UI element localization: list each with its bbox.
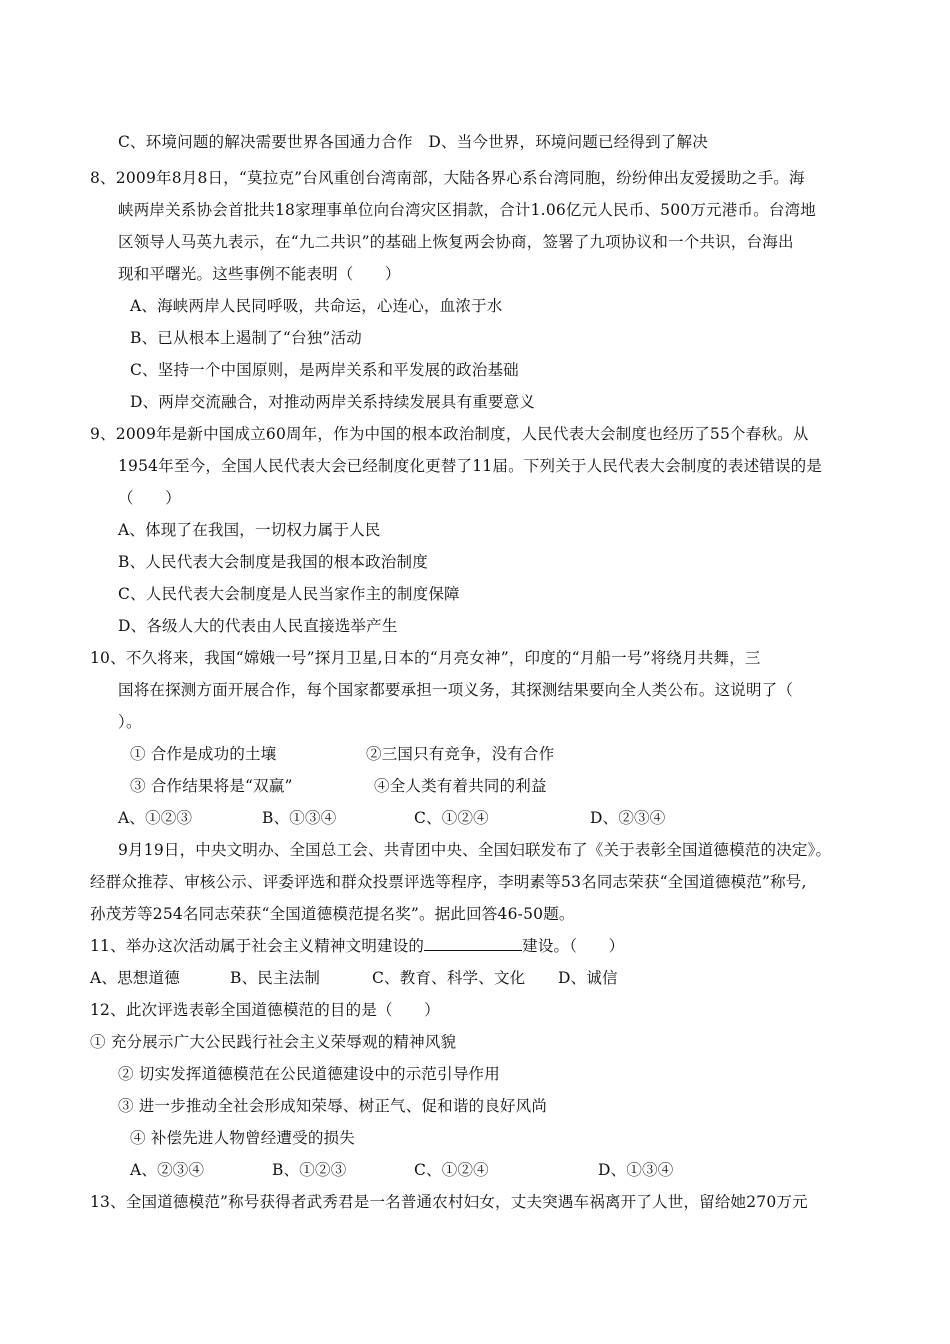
q12-statement-3: ③ 进一步推动全社会形成知荣辱、树正气、促和谐的良好风尚 [118, 1097, 548, 1115]
q11-option-c: C、教育、科学、文化 [372, 969, 526, 987]
q8-option-d: D、两岸交流融合，对推动两岸关系持续发展具有重要意义 [130, 393, 536, 411]
q8-stem-line-4: 现和平曙光。这些事例不能表明（ ） [118, 265, 401, 283]
q8-option-b: B、已从根本上遏制了“台独”活动 [130, 329, 362, 347]
q10-statement-4: ④全人类有着共同的利益 [374, 777, 547, 795]
q10-option-b: B、①③④ [262, 809, 337, 827]
q10-statement-1: ① 合作是成功的土壤 [130, 745, 277, 763]
q10-stem-line-3: ）。 [118, 713, 142, 731]
q13-stem-line-1: 13、全国道德模范”称号获得者武秀君是一名普通农村妇女，丈夫突遇车祸离开了人世，留给她270万元 [90, 1193, 808, 1211]
q12-option-b: B、①②③ [272, 1161, 347, 1179]
q10-statement-3: ③ 合作结果将是“双赢” [130, 777, 293, 795]
q12-option-d: D、①③④ [598, 1161, 674, 1179]
q12-option-a: A、②③④ [130, 1161, 205, 1179]
q10-option-d: D、②③④ [590, 809, 666, 827]
answer-blank [424, 936, 522, 951]
q8-option-a: A、海峡两岸人民同呼吸，共命运，心连心，血浓于水 [130, 297, 503, 315]
q9-option-c: C、人民代表大会制度是人民当家作主的制度保障 [118, 585, 460, 603]
q8-option-c: C、坚持一个中国原则，是两岸关系和平发展的政治基础 [130, 361, 519, 379]
q10-stem-line-2: 国将在探测方面开展合作，每个国家都要承担一项义务，其探测结果要向全人类公布。这说明了（ [118, 681, 794, 699]
q12-statement-4: ④ 补偿先进人物曾经遭受的损失 [130, 1129, 355, 1147]
q8-stem-line-2: 峡两岸关系协会首批共18家理事单位向台湾灾区捐款，合计1.06亿元人民币、500万元港币。台湾地 [118, 201, 816, 219]
q12-statement-1: ① 充分展示广大公民践行社会主义荣辱观的精神风貌 [90, 1033, 457, 1051]
q10-stem-line-1: 10、不久将来，我国“嫦娥一号”探月卫星,日本的“月亮女神”，印度的“月船一号”将绕月共舞，三 [90, 649, 761, 667]
q9-option-a: A、体现了在我国，一切权力属于人民 [118, 521, 381, 539]
q11-stem [90, 935, 624, 957]
q7-option-c-d: C、环境问题的解决需要世界各国通力合作 D、当今世界，环境问题已经得到了解决 [118, 133, 708, 151]
passage-line-2: 经群众推荐、审核公示、评委评选和群众投票评选等程序，李明素等53名同志荣获“全国道德模范”称号, [90, 873, 807, 891]
q9-option-d: D、各级人大的代表由人民直接选举产生 [118, 617, 398, 635]
q11-stem-tail: 建设。（ ） [522, 937, 625, 955]
q12-statement-2: ② 切实发挥道德模范在公民道德建设中的示范引导作用 [118, 1065, 500, 1083]
q10-statement-2: ②三国只有竞争，没有合作 [366, 745, 555, 763]
q9-option-b: B、人民代表大会制度是我国的根本政治制度 [118, 553, 428, 571]
q11-option-b: B、民主法制 [230, 969, 321, 987]
q9-stem-line-1: 9、2009年是新中国成立60周年，作为中国的根本政治制度，人民代表大会制度也经历了55个春秋。从 [90, 425, 809, 443]
passage-line-3: 孙茂芳等254名同志荣获“全国道德模范提名奖”。据此回答46-50题。 [90, 905, 575, 923]
q8-stem-line-1: 8、2009年8月8日，“莫拉克”台风重创台湾南部，大陆各界心系台湾同胞，纷纷伸出友爱援助之手。海 [90, 169, 805, 187]
q10-option-c: C、①②④ [414, 809, 489, 827]
q9-stem-line-2: 1954年至今，全国人民代表大会已经制度化更替了11届。下列关于人民代表大会制度的表述错误的是 [118, 457, 823, 475]
q12-stem: 12、此次评选表彰全国道德模范的目的是（ ） [90, 1001, 440, 1019]
q11-stem-text: 11、举办这次活动属于社会主义精神文明建设的 [90, 937, 425, 955]
q8-stem-line-3: 区领导人马英九表示，在“九二共识”的基础上恢复两会协商，签署了九项协议和一个共识，台海出 [118, 233, 794, 251]
passage-line-1: 9月19日，中央文明办、全国总工会、共青团中央、全国妇联发布了《关于表彰全国道德模范的决定》。 [118, 841, 832, 859]
q11-option-d: D、诚信 [558, 969, 618, 987]
q11-option-a: A、思想道德 [90, 969, 180, 987]
q10-option-a: A、①②③ [118, 809, 193, 827]
q9-answer-bracket: （ ） [118, 489, 181, 507]
q12-option-c: C、①②④ [414, 1161, 489, 1179]
